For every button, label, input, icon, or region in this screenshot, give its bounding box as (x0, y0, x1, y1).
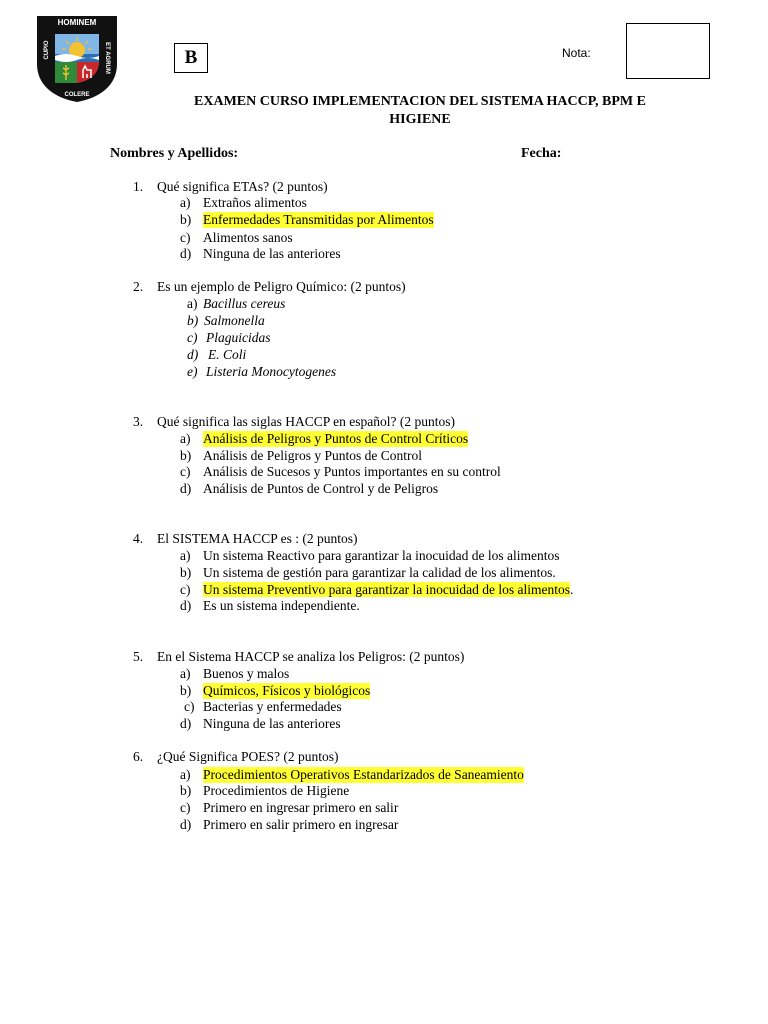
question-number: 2. (133, 279, 144, 294)
option-text-highlighted: Enfermedades Transmitidas por Alimentos (203, 212, 434, 227)
option-letter: d) (180, 598, 192, 613)
option-letter: c) (180, 230, 191, 245)
option-suffix: . (570, 582, 574, 597)
option-letter: c) (187, 330, 198, 345)
exam-title-line-2: HIGIENE (389, 112, 451, 127)
option-text: Bacillus cereus (203, 296, 286, 311)
exam-version-label: B (184, 47, 198, 68)
exam-title (120, 93, 720, 129)
question-number: 1. (133, 179, 144, 194)
option-letter: a) (180, 431, 191, 446)
option-letter: c) (184, 699, 195, 714)
option-text: Es un sistema independiente. (203, 598, 360, 613)
option-text: Un sistema Reactivo para garantizar la inocuidad de los alimentos (203, 548, 560, 563)
option-text: Primero en salir primero en ingresar (203, 817, 399, 832)
option-letter: b) (180, 212, 192, 227)
option-letter: e) (187, 364, 198, 379)
crest-text-right: ET AGRUM (104, 42, 110, 74)
option-text-highlighted: Procedimientos Operativos Estandarizados de Saneamiento (203, 767, 524, 782)
nota-box (626, 23, 710, 79)
option-letter: b) (180, 783, 192, 798)
option-text: Alimentos sanos (203, 230, 293, 245)
nota-label: Nota: (562, 46, 591, 60)
option-letter: b) (180, 683, 192, 698)
question-text: Qué significa ETAs? (2 puntos) (157, 179, 328, 194)
option-text: Extraños alimentos (203, 195, 307, 210)
option-text: Salmonella (204, 313, 265, 328)
option-letter: d) (187, 347, 199, 362)
option-letter: d) (180, 246, 192, 261)
question-text: El SISTEMA HACCP es : (2 puntos) (157, 531, 358, 546)
option-text: Bacterias y enfermedades (203, 699, 342, 714)
option-text-highlighted: Análisis de Peligros y Puntos de Control Críticos (203, 431, 469, 446)
option-text: Ninguna de las anteriores (203, 716, 341, 731)
option-text: Un sistema de gestión para garantizar la calidad de los alimentos. (203, 565, 556, 580)
crest-text-top: HOMINEM (57, 18, 97, 27)
university-crest-icon (33, 12, 121, 104)
option-letter: b) (180, 448, 192, 463)
crest-text-bottom: COLERE (64, 92, 90, 98)
option-letter: b) (180, 565, 192, 580)
question-text: Qué significa las siglas HACCP en español? (2 puntos) (157, 414, 455, 429)
option-letter: c) (180, 464, 191, 479)
option-text-highlighted (203, 582, 573, 598)
option-letter: c) (180, 800, 191, 815)
option-letter: a) (180, 666, 191, 681)
option-text: Listeria Monocytogenes (206, 364, 337, 379)
option-text: Primero en ingresar primero en salir (203, 800, 399, 815)
option-text: Análisis de Puntos de Control y de Peligros (203, 481, 439, 496)
exam-title-line-1: EXAMEN CURSO IMPLEMENTACION DEL SISTEMA HACCP, BPM E (194, 94, 646, 109)
option-letter: a) (187, 296, 198, 311)
date-label: Fecha: (521, 146, 562, 161)
question-number: 5. (133, 649, 144, 664)
option-text: Ninguna de las anteriores (203, 246, 341, 261)
names-label: Nombres y Apellidos: (110, 146, 239, 161)
crest-text-left: CUPIO (44, 40, 50, 60)
option-letter: b) (187, 313, 199, 328)
option-letter: d) (180, 716, 192, 731)
option-letter: a) (180, 548, 191, 563)
exam-version-box (174, 43, 208, 73)
option-letter: d) (180, 817, 192, 832)
option-text: Análisis de Peligros y Puntos de Control (203, 448, 422, 463)
question-text: ¿Qué Significa POES? (2 puntos) (157, 749, 339, 764)
option-letter: a) (180, 767, 191, 782)
option-letter: a) (180, 195, 191, 210)
option-highlighted-text: Un sistema Preventivo para garantizar la inocuidad de los alimentos (203, 582, 571, 597)
question-number: 4. (133, 531, 144, 546)
option-text: Análisis de Sucesos y Puntos importantes en su control (203, 464, 501, 479)
option-text: Procedimientos de Higiene (203, 783, 350, 798)
option-letter: c) (180, 582, 191, 597)
option-text: E. Coli (208, 347, 247, 362)
option-text-highlighted: Plaguicidas (206, 330, 271, 345)
option-letter: d) (180, 481, 192, 496)
question-number: 3. (133, 414, 144, 429)
option-text-highlighted: Químicos, Físicos y biológicos (203, 683, 371, 698)
option-text: Buenos y malos (203, 666, 290, 681)
question-text: Es un ejemplo de Peligro Químico: (2 puntos) (157, 279, 406, 294)
question-number: 6. (133, 749, 144, 764)
question-text: En el Sistema HACCP se analiza los Peligros: (2 puntos) (157, 649, 465, 664)
